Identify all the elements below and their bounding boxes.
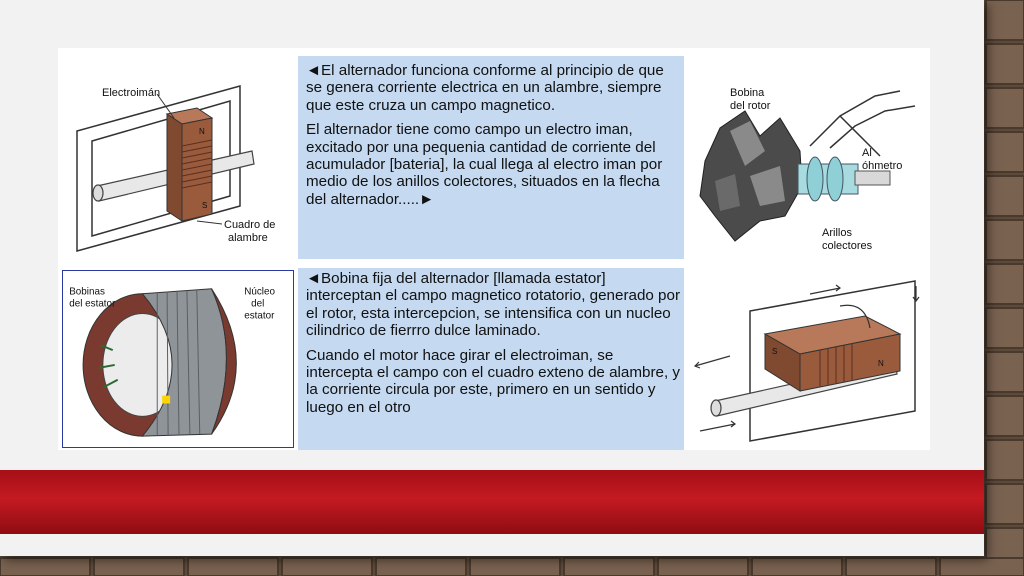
content-panel [58, 48, 930, 450]
pole-s-label: S [202, 201, 208, 210]
label-anillos-1: Arillos [822, 227, 852, 239]
red-band [0, 470, 984, 534]
label-cuadro-1: Cuadro de [224, 219, 276, 231]
paragraph-field: El alternador tiene como campo un electro iman, excitado por una pequenia cantidad de corriente del acumulador [bateria], la cual llega al electro iman por medio de los anillos colectores, situados en la flecha del alternador.....► [306, 121, 663, 208]
label-nucleo-3: estator [244, 310, 275, 322]
pole-n-label: N [878, 359, 884, 368]
label-electroiman: Electroimán [102, 87, 161, 99]
label-bobinas-2: del estator [69, 298, 116, 310]
stator-figure [62, 270, 294, 448]
electromagnet-figure [62, 56, 292, 256]
label-bobina-1: Bobina [730, 87, 765, 99]
label-cuadro-2: alambre [228, 232, 268, 244]
yellow-terminal [162, 396, 170, 404]
magnet-bar [765, 316, 900, 391]
rotor-figure [690, 56, 926, 256]
label-ohm-1: Al [862, 147, 872, 159]
paragraph-principle: ◄El alternador funciona conforme al principio de que se genera corriente electrica en un alambre, siempre que este cruza un campo magnetico. [306, 62, 664, 114]
pole-n-label: N [199, 127, 205, 136]
text-box-principle [298, 56, 684, 259]
paragraph-rotation: Cuando el motor hace girar el electroiman, se intercepta el campo con el cuadro exteno de alambre, y la corriente circula por este, primero en un sentido y luego en el otro [306, 346, 680, 416]
pole-s-label: S [772, 347, 778, 356]
label-bobinas-1: Bobinas [69, 286, 105, 298]
label-bobina-2: del rotor [730, 100, 771, 112]
rotating-magnet-figure [690, 266, 926, 450]
label-ohm-2: óhmetro [862, 160, 903, 172]
rotor-claw-pole [700, 111, 802, 241]
text-box-stator [298, 268, 684, 450]
label-nucleo-2: del [251, 298, 265, 310]
paragraph-stator: ◄Bobina fija del alternador [llamada estator] interceptan el campo magnetico rotatorio, generado por el rotor, esta intercepcion, se intensifica con un nucleo cilindrico de fierrro dulce laminado. [306, 270, 681, 340]
label-anillos-2: colectores [822, 240, 873, 252]
label-nucleo-1: Núcleo [244, 286, 275, 298]
label-leader-cuadro [197, 221, 222, 224]
